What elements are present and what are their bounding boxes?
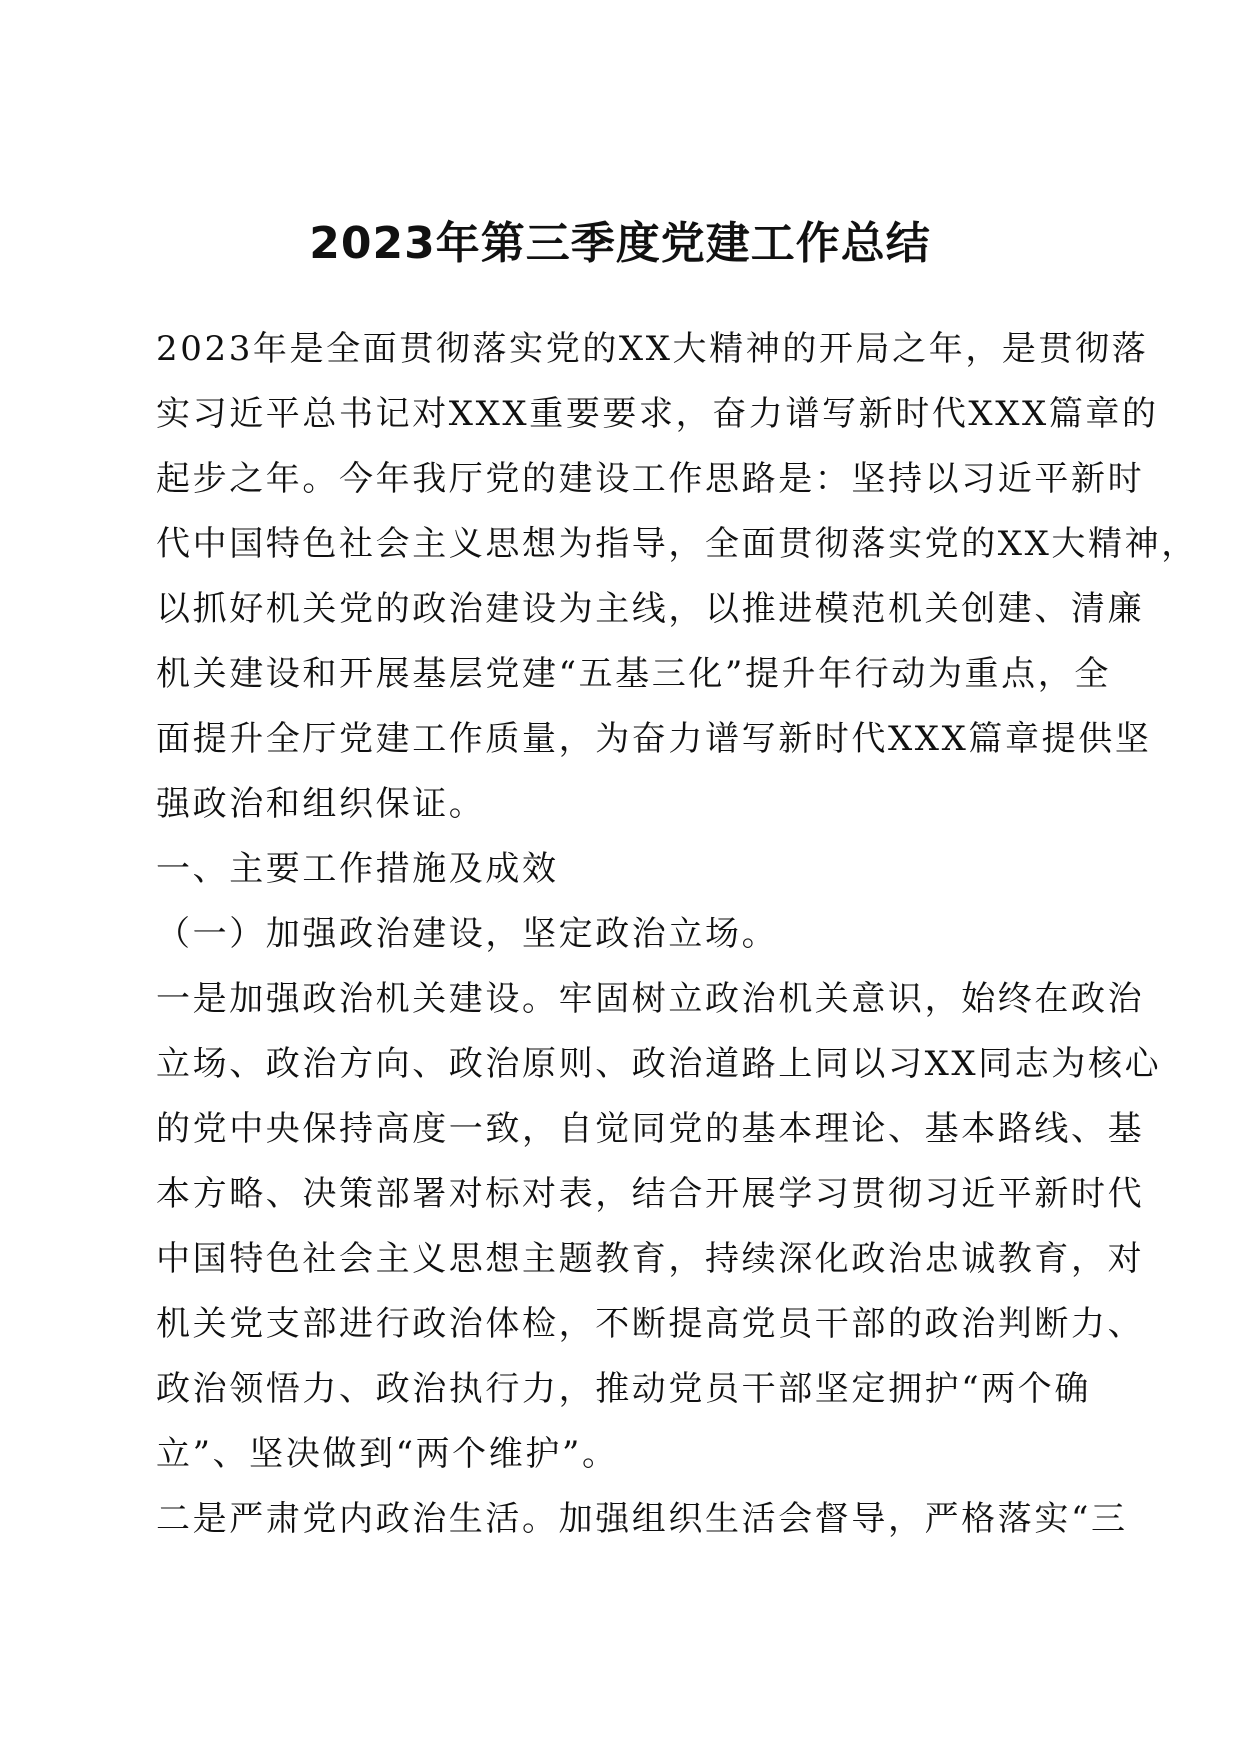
paragraph-1-line-4: 本方略、决策部署对标对表，结合开展学习贯彻习近平新时代 (156, 1174, 1145, 1214)
intro-paragraph-line-2: 实习近平总书记对XXX重要要求，奋力谱写新时代XXX篇章的 (156, 394, 1159, 434)
intro-paragraph-line-6: 机关建设和开展基层党建“五基三化”提升年行动为重点，全 (156, 654, 1111, 694)
paragraph-1-line-1: 一是加强政治机关建设。牢固树立政治机关意识，始终在政治 (156, 979, 1145, 1019)
subsection-heading-1: （一）加强政治建设，坚定政治立场。 (156, 914, 779, 954)
document-body (156, 317, 1198, 1552)
paragraph-1-line-3: 的党中央保持高度一致，自觉同党的基本理论、基本路线、基 (156, 1109, 1145, 1149)
document-title: 2023年第三季度党建工作总结 (309, 218, 931, 269)
paragraph-1-line-2: 立场、政治方向、政治原则、政治道路上同以习XX同志为核心 (156, 1044, 1162, 1084)
paragraph-1-line-7: 政治领悟力、政治执行力，推动党员干部坚定拥护“两个确 (156, 1369, 1091, 1409)
intro-paragraph-line-5: 以抓好机关党的政治建设为主线，以推进模范机关创建、清廉 (156, 589, 1145, 629)
intro-paragraph-line-8: 强政治和组织保证。 (156, 784, 486, 824)
section-heading-1: 一、主要工作措施及成效 (156, 849, 559, 889)
intro-paragraph-line-7: 面提升全厅党建工作质量，为奋力谱写新时代XXX篇章提供坚 (156, 719, 1152, 759)
paragraph-1-line-8: 立”、坚决做到“两个维护”。 (156, 1434, 619, 1474)
intro-paragraph-line-3: 起步之年。今年我厅党的建设工作思路是：坚持以习近平新时 (156, 459, 1145, 499)
paragraph-2-line-1: 二是严肃党内政治生活。加强组织生活会督导，严格落实“三 (156, 1499, 1128, 1539)
intro-paragraph-line-4: 代中国特色社会主义思想为指导，全面贯彻落实党的XX大精神， (156, 524, 1198, 564)
paragraph-1-line-5: 中国特色社会主义思想主题教育，持续深化政治忠诚教育，对 (156, 1239, 1145, 1279)
intro-paragraph-line-1: 2023年是全面贯彻落实党的XX大精神的开局之年，是贯彻落 (156, 329, 1149, 369)
paragraph-1-line-6: 机关党支部进行政治体检，不断提高党员干部的政治判断力、 (156, 1304, 1145, 1344)
